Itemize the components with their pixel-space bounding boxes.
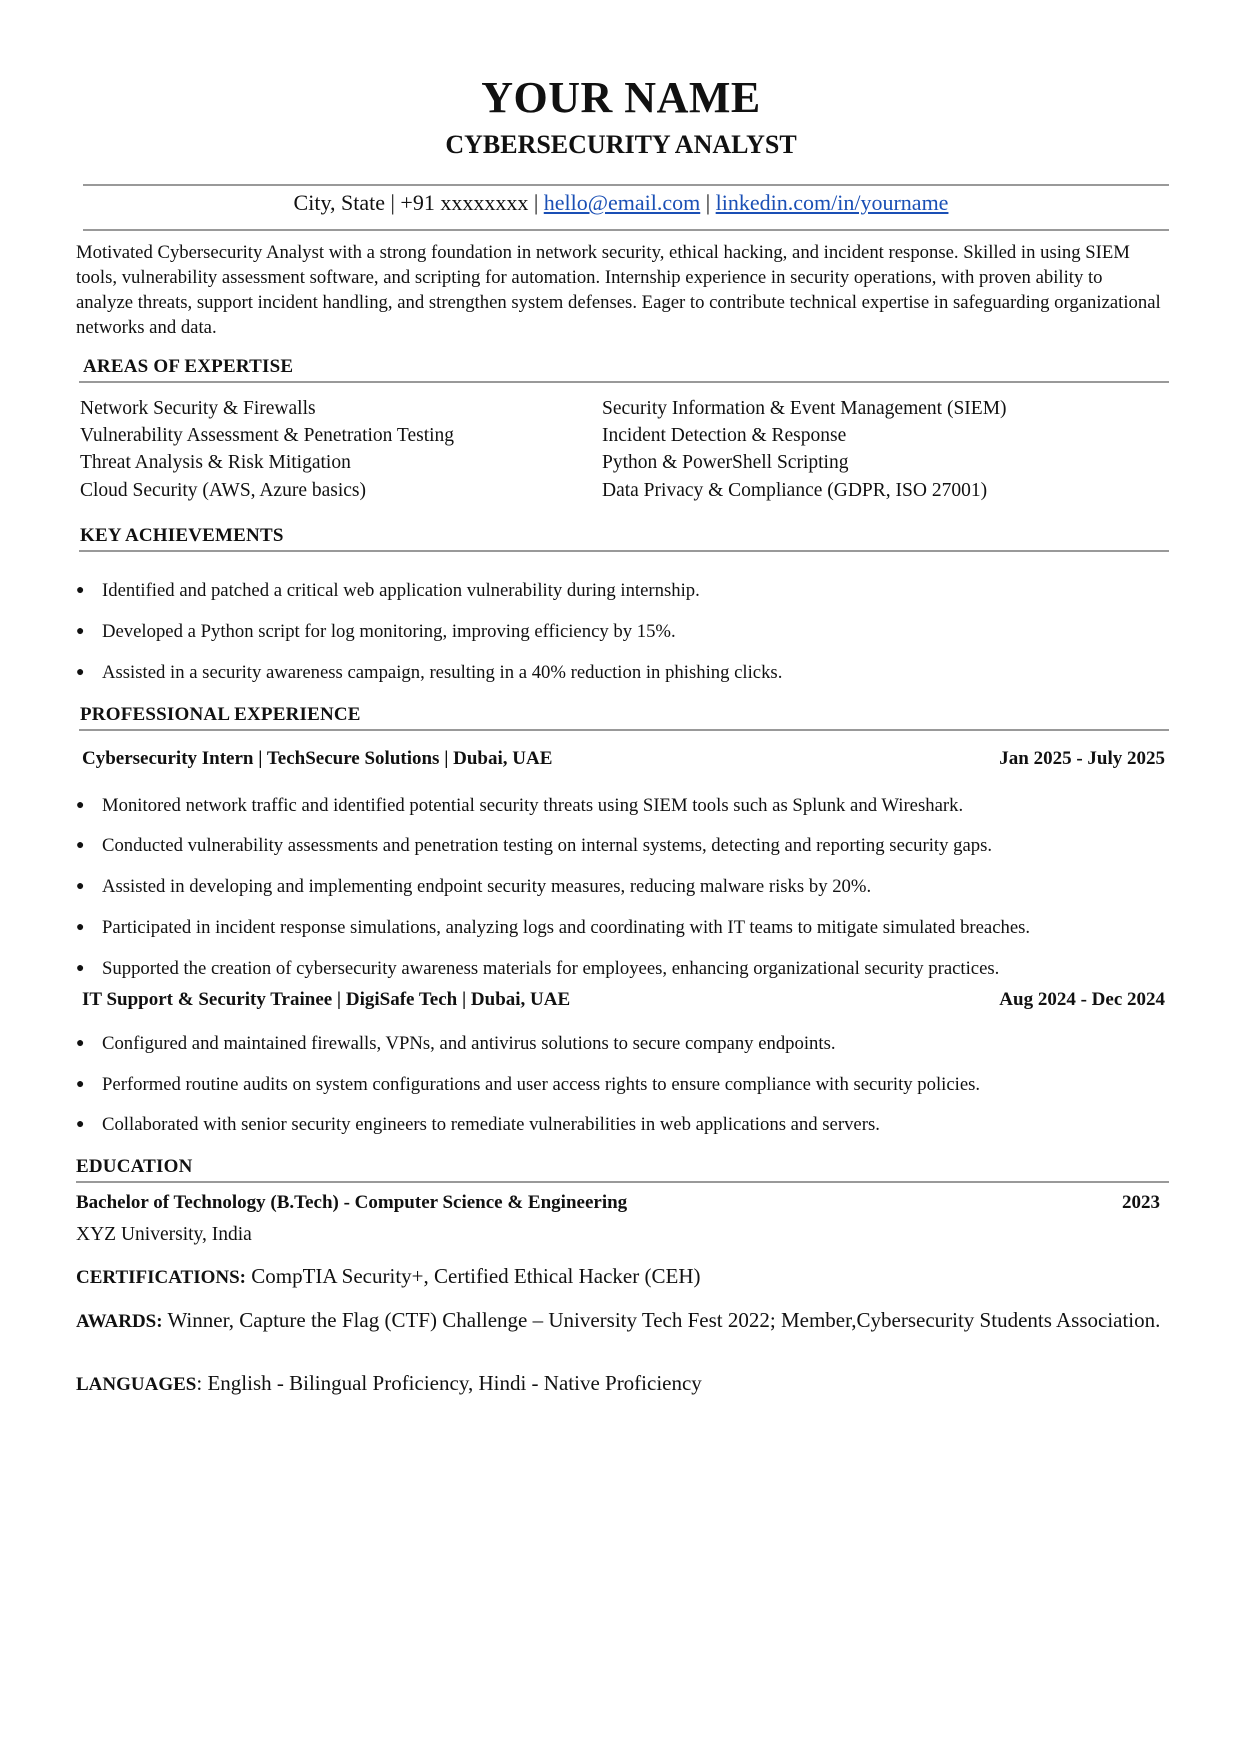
divider	[83, 184, 1169, 186]
job-bullet-text: Performed routine audits on system configurations and user access rights to ensure compliance with security policies.	[102, 1074, 981, 1095]
job-bullet-text: Conducted vulnerability assessments and penetration testing on internal systems, detecting and reporting security gaps.	[102, 835, 993, 856]
expertise-heading: AREAS OF EXPERTISE	[83, 356, 294, 377]
list-item	[76, 1114, 880, 1136]
graduation-year: 2023	[1122, 1192, 1160, 1213]
bullet-icon: ●	[76, 624, 85, 639]
achievement-text: Assisted in a security awareness campaign, resulting in a 40% reduction in phishing clicks.	[102, 662, 783, 683]
awards-value: Winner, Capture the Flag (CTF) Challenge – University Tech Fest 2022; Member,Cybersecurity Students Association.	[162, 1308, 1161, 1332]
list-item	[76, 835, 992, 857]
bullet-icon: ●	[76, 798, 85, 813]
languages-line	[76, 1371, 702, 1396]
job-dates: Aug 2024 - Dec 2024	[999, 989, 1165, 1010]
job-bullet-text: Monitored network traffic and identified potential security threats using SIEM tools such as Splunk and Wireshark.	[102, 795, 964, 816]
languages-value: : English - Bilingual Proficiency, Hindi - Native Proficiency	[196, 1371, 702, 1395]
divider	[79, 381, 1169, 383]
certifications-value: CompTIA Security+, Certified Ethical Hacker (CEH)	[246, 1264, 701, 1288]
education-heading: EDUCATION	[76, 1156, 193, 1177]
linkedin-link[interactable]: linkedin.com/in/yourname	[715, 190, 949, 215]
awards-label: AWARDS:	[76, 1311, 163, 1332]
awards-line	[76, 1307, 1166, 1335]
location: City, State	[293, 190, 386, 215]
expertise-item: Data Privacy & Compliance (GDPR, ISO 27001)	[602, 480, 988, 501]
expertise-item: Cloud Security (AWS, Azure basics)	[80, 480, 367, 501]
bullet-icon: ●	[76, 838, 85, 853]
bullet-icon: ●	[76, 879, 85, 894]
list-item	[76, 621, 676, 643]
divider	[79, 729, 1169, 731]
bullet-icon: ●	[76, 583, 85, 598]
job-dates: Jan 2025 - July 2025	[999, 748, 1165, 769]
job-title-heading: CYBERSECURITY ANALYST	[445, 130, 797, 159]
divider	[83, 229, 1169, 231]
list-item	[76, 662, 782, 684]
bullet-icon: ●	[76, 961, 85, 976]
list-item	[76, 1033, 836, 1055]
certifications-line	[76, 1264, 700, 1289]
bullet-icon: ●	[76, 1036, 85, 1051]
summary-paragraph: Motivated Cybersecurity Analyst with a strong foundation in network security, ethical hacking, and incident response. Skilled in using SIEM tools, vulnerability assessment software, and scripting for automation. Internship experience in security operations, with proven ability to analyze threats, support incident handling, and strengthen system defenses. Eager to contribute technical expertise in safeguarding organizational networks and data.	[76, 242, 1161, 338]
divider	[76, 1181, 1169, 1183]
job-heading: Cybersecurity Intern | TechSecure Solutions | Dubai, UAE	[82, 748, 553, 769]
bullet-icon: ●	[76, 1077, 85, 1092]
contact-line	[0, 190, 1242, 216]
school: XYZ University, India	[76, 1224, 252, 1245]
achievement-text: Developed a Python script for log monitoring, improving efficiency by 15%.	[102, 621, 676, 642]
job-heading: IT Support & Security Trainee | DigiSafe Tech | Dubai, UAE	[82, 989, 571, 1010]
candidate-name: YOUR NAME	[481, 73, 761, 122]
expertise-item: Vulnerability Assessment & Penetration Testing	[80, 425, 455, 446]
bullet-icon: ●	[76, 665, 85, 680]
job-bullet-text: Collaborated with senior security engineers to remediate vulnerabilities in web applications and servers.	[102, 1114, 880, 1135]
list-item	[76, 580, 700, 602]
list-item	[76, 958, 999, 980]
expertise-item: Network Security & Firewalls	[80, 398, 316, 419]
job-bullet-text: Supported the creation of cybersecurity awareness materials for employees, enhancing organizational security practices.	[102, 958, 1000, 979]
separator: |	[385, 190, 401, 215]
list-item	[76, 917, 1030, 939]
achievements-heading: KEY ACHIEVEMENTS	[80, 525, 284, 546]
experience-heading: PROFESSIONAL EXPERIENCE	[80, 704, 361, 725]
degree: Bachelor of Technology (B.Tech) - Computer Science & Engineering	[76, 1192, 628, 1213]
email-link[interactable]: hello@email.com	[543, 190, 701, 215]
bullet-icon: ●	[76, 920, 85, 935]
expertise-item: Incident Detection & Response	[602, 425, 847, 446]
expertise-item: Security Information & Event Management (SIEM)	[602, 398, 1007, 419]
achievement-text: Identified and patched a critical web application vulnerability during internship.	[102, 580, 700, 601]
job-bullet-text: Participated in incident response simulations, analyzing logs and coordinating with IT teams to mitigate simulated breaches.	[102, 917, 1031, 938]
phone: +91 xxxxxxxx	[400, 190, 529, 215]
expertise-item: Threat Analysis & Risk Mitigation	[80, 452, 351, 473]
expertise-item: Python & PowerShell Scripting	[602, 452, 849, 473]
separator: |	[528, 190, 544, 215]
languages-label: LANGUAGES	[76, 1374, 197, 1395]
bullet-icon: ●	[76, 1117, 85, 1132]
separator: |	[700, 190, 716, 215]
divider	[79, 550, 1169, 552]
list-item	[76, 1074, 980, 1096]
certifications-label: CERTIFICATIONS:	[76, 1267, 247, 1288]
job-bullet-text: Configured and maintained firewalls, VPNs, and antivirus solutions to secure company endpoints.	[102, 1033, 836, 1054]
list-item	[76, 876, 871, 898]
job-bullet-text: Assisted in developing and implementing endpoint security measures, reducing malware risks by 20%.	[102, 876, 872, 897]
list-item	[76, 795, 963, 817]
